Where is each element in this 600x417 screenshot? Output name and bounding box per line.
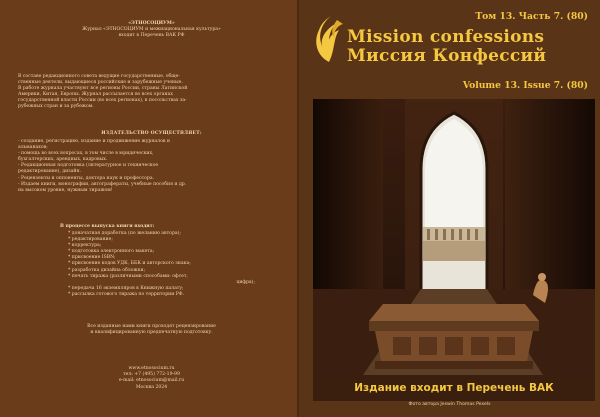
text-line: Америки, Китая, Европы. Журнал рассылается во всех органах <box>18 92 173 98</box>
list-item: * передача 16 экземпляров в Книжную палату; <box>68 285 184 291</box>
process-list <box>68 231 285 298</box>
list-item: * корректура; <box>68 243 102 249</box>
vak-banner: Издание входит в Перечень ВАК <box>313 375 595 401</box>
arch-and-tomb-illustration <box>313 99 595 375</box>
list-item: * присвоение кодов УДК, ББК и авторского знака; <box>68 261 191 267</box>
list-item-continuation: цифра); <box>236 279 256 285</box>
volume-en: Volume 13. Issue 7. (80) <box>462 80 589 91</box>
list-item: * рассылка готового тиража по территории РФ. <box>68 291 185 297</box>
back-cover <box>0 0 297 417</box>
list-item: * подготовка электронного макета; <box>68 249 155 255</box>
phone: тел: +7 (495) 772-19-99 <box>123 372 180 378</box>
text-line: В составе редакционного совета ведущие государственные, обще- <box>18 74 180 79</box>
vak-line: входит в Перечень ВАК РФ <box>118 33 185 39</box>
text-line: - создание, регистрацию, издание и продвижение журналов и <box>18 139 170 144</box>
back-heading <box>18 21 285 39</box>
text-line: В работе журнала участвуют все регионы России, страны Латинской <box>18 86 188 92</box>
text-line: рубежных стран и за рубежом. <box>18 104 94 110</box>
text-line: ственные деятели, выдающиеся российские и зарубежные ученые. <box>18 80 183 86</box>
journal-line: Журнал «ЭТНОСОЦИУМ и межнациональная культура» <box>82 27 221 33</box>
text-line: Все изданные нами книги проходят рецензирование <box>87 324 216 329</box>
publisher-name: «ЭТНОСОЦИУМ» <box>128 21 175 26</box>
text-line: на высоком уровне, нужным тиражом! <box>18 187 113 193</box>
text-line: - Редакционная подготовка (литературное и техническое <box>18 163 159 169</box>
front-cover <box>299 0 600 417</box>
text-line: альманахов; <box>18 145 48 151</box>
text-line: - помощь во всех вопросах, в том числе в юридических, <box>18 151 154 157</box>
text-line: редактирование), дизайн. <box>18 169 82 175</box>
title-ru: Миссия Конфессий <box>347 46 547 66</box>
list-item: * редактирование; <box>68 237 113 243</box>
contacts <box>18 366 285 391</box>
text-line: и квалифицированную предпечатную подготовку. <box>90 330 213 336</box>
photo-credit: Фото автора Jeswin Thomas Pexels <box>408 402 491 407</box>
list-item: * доначатная доработка (по желанию автора); <box>68 231 181 236</box>
city-year: Москва 2024 <box>135 384 168 390</box>
volume-ru: Том 13. Часть 7. (80) <box>475 11 589 22</box>
publishing-title: ИЗДАТЕЛЬСТВО ОСУЩЕСТВЛЯЕТ: <box>101 131 202 136</box>
flame-logo-icon <box>311 14 345 64</box>
list-item: * печать тиража (различными способами: офсет, <box>68 273 188 279</box>
process-title: В процессе выпуска книги входит: <box>60 224 155 229</box>
cover-photo <box>313 99 595 375</box>
email: e-mail: etnosocium@mail.ru <box>118 378 185 384</box>
title-en: Mission confessions <box>347 27 545 47</box>
editorial-board-text <box>18 74 285 111</box>
text-line: бухгалтерских, арендных, кадровых. <box>18 157 108 163</box>
list-item: * разработка дизайна обложки; <box>68 267 146 273</box>
text-line: - Издаем книги, монографии, автографераты, учебные пособия и др. <box>18 181 187 187</box>
publishing-services <box>18 139 285 194</box>
website: www.etnosocium.ru <box>128 366 175 371</box>
text-line: государственной власти России (во всех регионах), в посольствах за- <box>18 98 187 104</box>
list-item: * присвоение ISBN; <box>68 255 116 261</box>
reviews-note <box>18 324 285 336</box>
text-line: - Рецензенты и оппоненты, доктора наук и профессора. <box>18 175 155 181</box>
